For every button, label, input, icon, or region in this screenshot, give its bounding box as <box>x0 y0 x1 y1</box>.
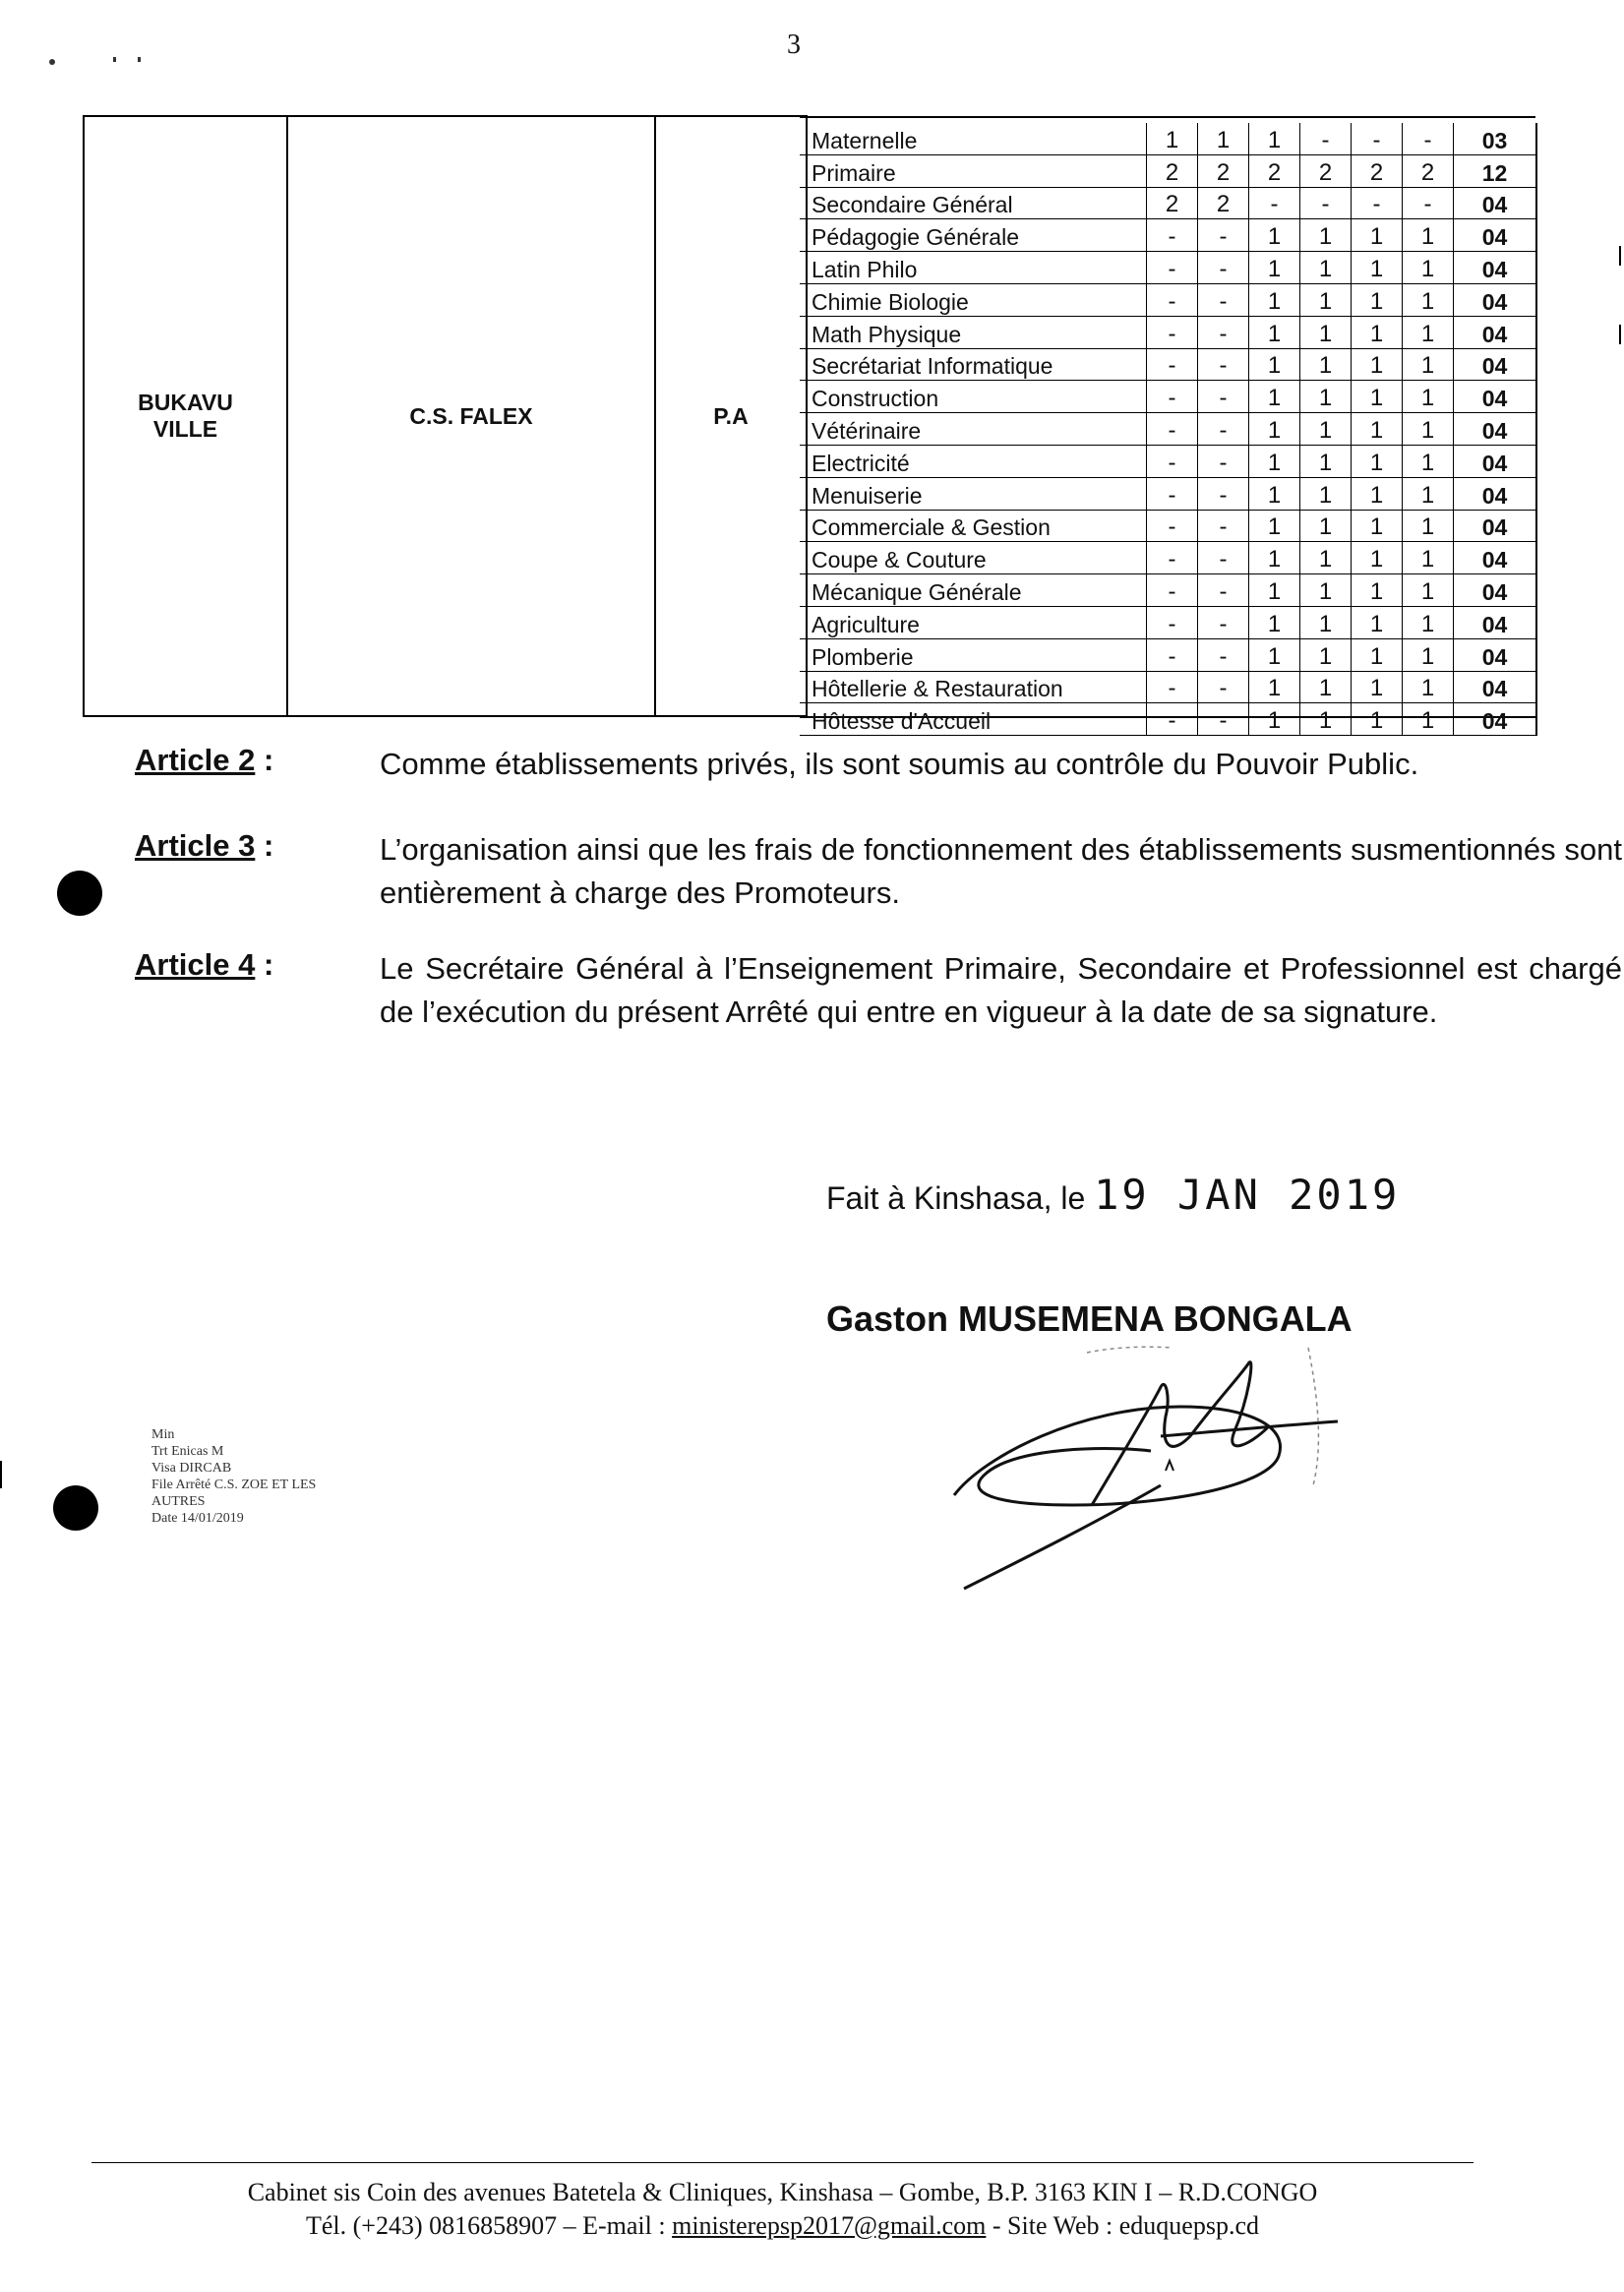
class-count-cell: 1 <box>1300 703 1352 736</box>
class-count-cell: - <box>1147 283 1198 316</box>
class-count-cell: 1 <box>1249 348 1300 381</box>
reference-line: Min <box>151 1427 175 1442</box>
class-count-cell: 1 <box>1352 445 1403 477</box>
signatory-name: Gaston MUSEMENA BONGALA <box>826 1298 1353 1339</box>
class-count-cell: - <box>1198 445 1249 477</box>
table-row <box>800 606 1536 638</box>
total-cell: 04 <box>1454 671 1537 703</box>
class-count-cell: 1 <box>1352 510 1403 542</box>
class-count-cell: 1 <box>1352 348 1403 381</box>
class-count-cell: - <box>1147 348 1198 381</box>
class-count-cell: - <box>1198 283 1249 316</box>
subject-cell: Construction <box>800 381 1147 413</box>
reference-line: AUTRES <box>151 1494 206 1509</box>
class-count-cell: 1 <box>1403 510 1454 542</box>
table-row <box>800 638 1536 671</box>
regime-cell: P.A <box>655 116 807 716</box>
table-row <box>800 381 1536 413</box>
subject-cell: Pédagogie Générale <box>800 219 1147 252</box>
table-row <box>800 413 1536 446</box>
article-text: Le Secrétaire Général à l’Enseignement Primaire, Secondaire et Professionnel est chargé de l’exécution du présent Arrêté qui entre en vigueur à la date de sa signature. <box>380 951 1622 1029</box>
class-count-cell: - <box>1147 703 1198 736</box>
table-row <box>800 703 1536 736</box>
class-count-cell: - <box>1403 123 1454 154</box>
subject-cell: Mécanique Générale <box>800 574 1147 607</box>
total-cell: 04 <box>1454 638 1537 671</box>
class-count-cell: - <box>1147 219 1198 252</box>
table-row <box>800 219 1536 252</box>
class-count-cell: - <box>1147 510 1198 542</box>
class-count-cell: 2 <box>1403 154 1454 187</box>
place-prefix: Fait à Kinshasa, le <box>826 1180 1086 1216</box>
class-count-cell: - <box>1147 477 1198 510</box>
class-count-cell: 1 <box>1352 703 1403 736</box>
scan-speck <box>138 57 141 62</box>
subject-cell: Commerciale & Gestion <box>800 510 1147 542</box>
footer <box>91 2176 1474 2243</box>
class-count-cell: - <box>1147 606 1198 638</box>
footer-website: - Site Web : eduquepsp.cd <box>986 2211 1259 2240</box>
class-count-cell: 1 <box>1300 413 1352 446</box>
class-count-cell: 1 <box>1249 252 1300 284</box>
class-count-cell: - <box>1198 574 1249 607</box>
class-count-cell: - <box>1198 542 1249 574</box>
class-count-cell: - <box>1198 671 1249 703</box>
total-cell: 04 <box>1454 348 1537 381</box>
total-cell: 04 <box>1454 542 1537 574</box>
article-separator: : <box>255 743 274 777</box>
class-count-cell: 1 <box>1249 316 1300 348</box>
class-count-cell: 1 <box>1403 703 1454 736</box>
reference-line: Trt Enicas M <box>151 1444 224 1459</box>
subject-cell: Electricité <box>800 445 1147 477</box>
class-count-cell: - <box>1198 413 1249 446</box>
class-count-cell: - <box>1198 252 1249 284</box>
class-count-cell: - <box>1198 477 1249 510</box>
class-count-cell: 1 <box>1249 606 1300 638</box>
class-count-cell: 1 <box>1300 477 1352 510</box>
article-text: Comme établissements privés, ils sont soumis au contrôle du Pouvoir Public. <box>380 747 1419 781</box>
reference-block <box>151 1426 316 1527</box>
class-count-cell: 1 <box>1403 445 1454 477</box>
class-count-cell: - <box>1249 187 1300 219</box>
class-count-cell: - <box>1147 381 1198 413</box>
footer-phone: Tél. (+243) 0816858907 – E-mail : <box>305 2211 673 2240</box>
reference-line: Visa DIRCAB <box>151 1461 232 1476</box>
class-count-cell: - <box>1198 348 1249 381</box>
class-count-cell: 1 <box>1249 671 1300 703</box>
class-count-cell: 1 <box>1352 413 1403 446</box>
class-count-cell: 1 <box>1403 574 1454 607</box>
class-count-cell: - <box>1352 187 1403 219</box>
table-row <box>800 283 1536 316</box>
margin-mark <box>1619 325 1621 344</box>
class-count-cell: - <box>1147 316 1198 348</box>
total-cell: 04 <box>1454 187 1537 219</box>
signature-image <box>925 1338 1377 1603</box>
total-cell: 04 <box>1454 574 1537 607</box>
table-row <box>800 477 1536 510</box>
subject-cell: Agriculture <box>800 606 1147 638</box>
total-cell: 04 <box>1454 606 1537 638</box>
class-count-cell: 1 <box>1300 542 1352 574</box>
class-count-cell: 1 <box>1352 219 1403 252</box>
table-row <box>800 154 1536 187</box>
class-count-cell: 1 <box>1403 252 1454 284</box>
class-count-cell: 1 <box>1300 445 1352 477</box>
table-row <box>800 574 1536 607</box>
total-cell: 04 <box>1454 252 1537 284</box>
subject-cell: Coupe & Couture <box>800 542 1147 574</box>
date-stamp: 19 JAN 2019 <box>1094 1171 1401 1219</box>
class-count-cell: 1 <box>1300 219 1352 252</box>
total-cell: 04 <box>1454 477 1537 510</box>
article-separator: : <box>255 947 274 982</box>
class-count-cell: 1 <box>1352 477 1403 510</box>
subject-cell: Primaire <box>800 154 1147 187</box>
subject-cell: Plomberie <box>800 638 1147 671</box>
class-count-cell: 2 <box>1300 154 1352 187</box>
subjects-table <box>800 123 1537 736</box>
class-count-cell: 1 <box>1249 638 1300 671</box>
class-count-cell: 2 <box>1249 154 1300 187</box>
class-count-cell: - <box>1300 187 1352 219</box>
total-cell: 04 <box>1454 381 1537 413</box>
city-cell <box>84 116 287 716</box>
class-count-cell: 1 <box>1352 252 1403 284</box>
subject-cell: Maternelle <box>800 123 1147 154</box>
margin-mark <box>0 1461 2 1488</box>
class-count-cell: 1 <box>1352 606 1403 638</box>
total-cell: 04 <box>1454 219 1537 252</box>
class-count-cell: 1 <box>1403 283 1454 316</box>
table-row <box>800 671 1536 703</box>
class-count-cell: 1 <box>1403 638 1454 671</box>
total-cell: 03 <box>1454 123 1537 154</box>
class-count-cell: 1 <box>1300 671 1352 703</box>
subject-cell: Math Physique <box>800 316 1147 348</box>
total-cell: 04 <box>1454 316 1537 348</box>
class-count-cell: 2 <box>1147 187 1198 219</box>
article-label <box>135 947 371 983</box>
class-count-cell: 1 <box>1249 510 1300 542</box>
city-line: VILLE <box>152 416 218 442</box>
class-count-cell: - <box>1198 638 1249 671</box>
class-count-cell: 1 <box>1352 542 1403 574</box>
class-count-cell: 1 <box>1300 606 1352 638</box>
article-label <box>135 743 371 778</box>
table-row <box>800 445 1536 477</box>
class-count-cell: 1 <box>1403 316 1454 348</box>
class-count-cell: 1 <box>1403 348 1454 381</box>
subject-cell: Secrétariat Informatique <box>800 348 1147 381</box>
class-count-cell: 1 <box>1249 703 1300 736</box>
class-count-cell: 1 <box>1300 316 1352 348</box>
table-row <box>800 510 1536 542</box>
class-count-cell: - <box>1198 316 1249 348</box>
class-count-cell: 1 <box>1249 413 1300 446</box>
class-count-cell: 1 <box>1300 348 1352 381</box>
table-row <box>800 187 1536 219</box>
class-count-cell: 1 <box>1249 123 1300 154</box>
class-count-cell: 1 <box>1403 219 1454 252</box>
class-count-cell: 1 <box>1300 283 1352 316</box>
total-cell: 04 <box>1454 413 1537 446</box>
class-count-cell: 1 <box>1249 219 1300 252</box>
class-count-cell: 1 <box>1249 574 1300 607</box>
subject-cell: Secondaire Général <box>800 187 1147 219</box>
class-count-cell: 1 <box>1403 381 1454 413</box>
table-row <box>800 123 1536 154</box>
binder-hole <box>57 871 102 916</box>
class-count-cell: 1 <box>1300 638 1352 671</box>
class-count-cell: - <box>1147 252 1198 284</box>
subject-cell: Chimie Biologie <box>800 283 1147 316</box>
subject-cell: Vétérinaire <box>800 413 1147 446</box>
table-row <box>800 252 1536 284</box>
footer-address: Cabinet sis Coin des avenues Batetela & Cliniques, Kinshasa – Gombe, B.P. 3163 KIN I – R.D.CONGO <box>247 2178 1318 2206</box>
subject-cell: Hôtesse d'Accueil <box>800 703 1147 736</box>
article-label-text: Article 4 <box>135 947 256 982</box>
article-label <box>135 828 371 864</box>
class-count-cell: 1 <box>1352 574 1403 607</box>
class-count-cell: 1 <box>1352 638 1403 671</box>
class-count-cell: 1 <box>1249 445 1300 477</box>
class-count-cell: 1 <box>1403 606 1454 638</box>
school-table-left <box>83 115 808 717</box>
class-count-cell: 1 <box>1352 671 1403 703</box>
class-count-cell: 1 <box>1198 123 1249 154</box>
class-count-cell: 1 <box>1403 413 1454 446</box>
subject-cell: Latin Philo <box>800 252 1147 284</box>
class-count-cell: 1 <box>1352 283 1403 316</box>
class-count-cell: - <box>1300 123 1352 154</box>
article-text: L’organisation ainsi que les frais de fonctionnement des établissements susmentionnés sont entièrement à charge des Promoteurs. <box>380 832 1622 910</box>
class-count-cell: - <box>1198 703 1249 736</box>
class-count-cell: - <box>1147 542 1198 574</box>
table-row <box>800 542 1536 574</box>
class-count-cell: - <box>1147 638 1198 671</box>
class-count-cell: 1 <box>1249 477 1300 510</box>
class-count-cell: 2 <box>1147 154 1198 187</box>
page-number: 3 <box>787 30 801 60</box>
article-label-text: Article 2 <box>135 743 256 777</box>
class-count-cell: 1 <box>1403 671 1454 703</box>
class-count-cell: 2 <box>1352 154 1403 187</box>
class-count-cell: 1 <box>1403 542 1454 574</box>
class-count-cell: 1 <box>1249 381 1300 413</box>
city-line: BUKAVU <box>138 390 233 415</box>
table-row <box>800 316 1536 348</box>
total-cell: 04 <box>1454 283 1537 316</box>
class-count-cell: - <box>1147 445 1198 477</box>
class-count-cell: 1 <box>1352 381 1403 413</box>
subject-cell: Menuiserie <box>800 477 1147 510</box>
class-count-cell: 1 <box>1300 574 1352 607</box>
class-count-cell: - <box>1198 219 1249 252</box>
class-count-cell: 1 <box>1403 477 1454 510</box>
total-cell: 04 <box>1454 703 1537 736</box>
margin-mark <box>1619 246 1621 266</box>
footer-email[interactable]: ministerepsp2017@gmail.com <box>672 2211 987 2240</box>
footer-rule <box>91 2162 1474 2163</box>
subject-cell: Hôtellerie & Restauration <box>800 671 1147 703</box>
reference-line: Date 14/01/2019 <box>151 1511 244 1526</box>
class-count-cell: - <box>1352 123 1403 154</box>
scan-speck <box>49 59 55 65</box>
class-count-cell: 2 <box>1198 187 1249 219</box>
class-count-cell: 1 <box>1249 283 1300 316</box>
article-label-text: Article 3 <box>135 828 256 863</box>
class-count-cell: - <box>1198 606 1249 638</box>
school-cell: C.S. FALEX <box>287 116 655 716</box>
place-date <box>826 1171 1400 1219</box>
total-cell: 12 <box>1454 154 1537 187</box>
total-cell: 04 <box>1454 510 1537 542</box>
class-count-cell: - <box>1147 413 1198 446</box>
reference-line: File Arrêté C.S. ZOE ET LES <box>151 1478 317 1492</box>
class-count-cell: - <box>1198 381 1249 413</box>
footer-contact <box>91 2209 1474 2243</box>
scan-speck <box>113 57 116 62</box>
class-count-cell: - <box>1403 187 1454 219</box>
binder-hole <box>53 1485 98 1531</box>
class-count-cell: - <box>1147 574 1198 607</box>
class-count-cell: 2 <box>1198 154 1249 187</box>
table-row <box>800 348 1536 381</box>
class-count-cell: 1 <box>1300 510 1352 542</box>
class-count-cell: - <box>1198 510 1249 542</box>
class-count-cell: 1 <box>1249 542 1300 574</box>
total-cell: 04 <box>1454 445 1537 477</box>
class-count-cell: 1 <box>1300 252 1352 284</box>
article-separator: : <box>255 828 274 863</box>
class-count-cell: - <box>1147 671 1198 703</box>
class-count-cell: 1 <box>1352 316 1403 348</box>
class-count-cell: 1 <box>1147 123 1198 154</box>
class-count-cell: 1 <box>1300 381 1352 413</box>
